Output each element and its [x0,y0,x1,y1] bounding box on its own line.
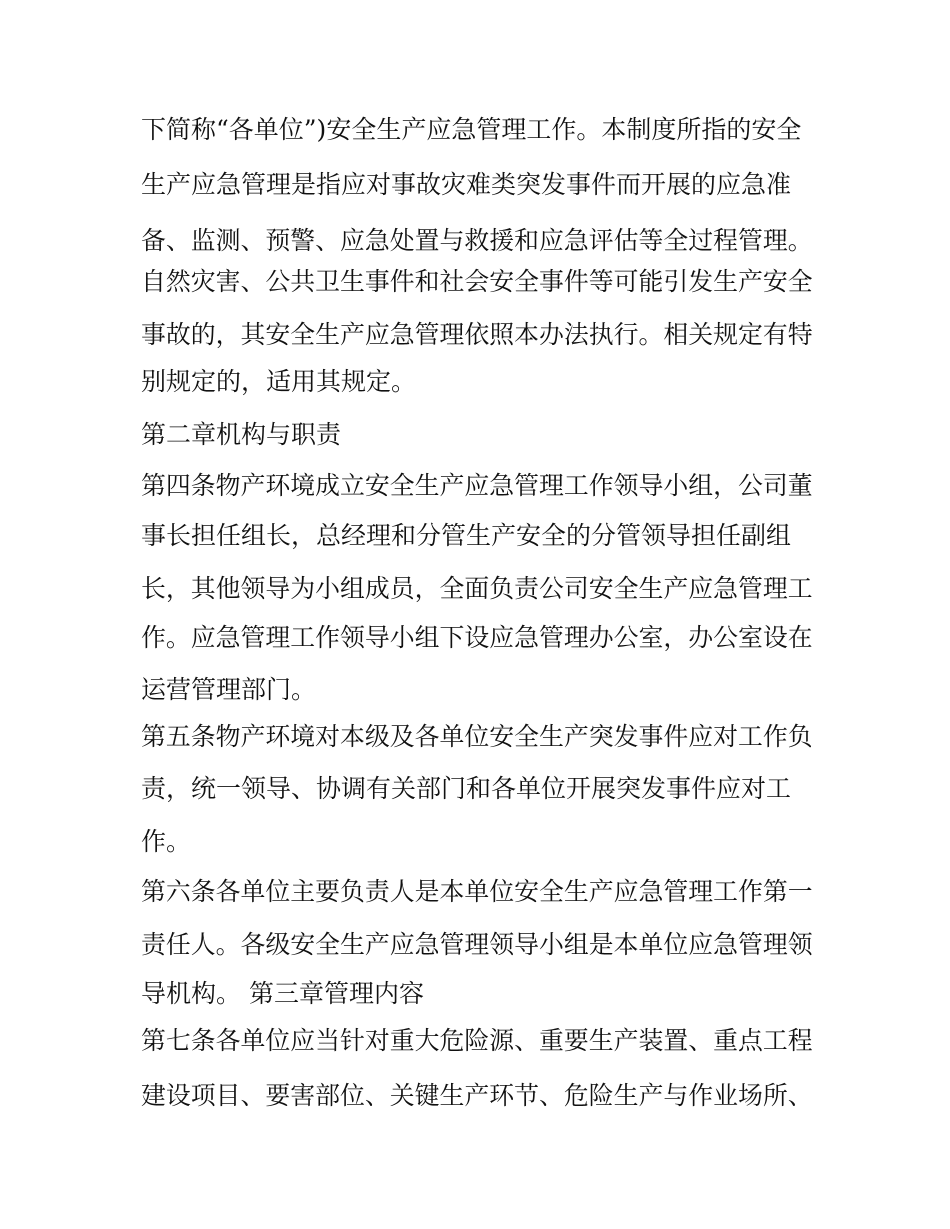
text-line: 长，其他领导为小组成员，全面负责公司安全生产应急管理工 [141,574,813,603]
text-line: 事故的，其安全生产应急管理依照本办法执行。相关规定有特 [141,320,813,349]
text-line: 自然灾害、公共卫生事件和社会安全事件等可能引发生产安全 [141,267,813,296]
text-line: 建设项目、要害部位、关键生产环节、危险生产与作业场所、 [141,1081,813,1110]
text-line: 导机构。 第三章管理内容 [141,979,424,1008]
text-line: 作。 [141,827,192,856]
text-line: 第五条物产环境对本级及各单位安全生产突发事件应对工作负 [141,722,813,751]
text-line: 责，统一领导、协调有关部门和各单位开展突发事件应对工 [141,774,792,803]
text-line: 作。应急管理工作领导小组下设应急管理办公室，办公室设在 [141,623,813,652]
text-line: 别规定的，适用其规定。 [141,367,417,396]
chapter-heading: 第二章机构与职责 [141,420,342,449]
text-line: 运营管理部门。 [141,675,317,704]
text-line: 第四条物产环境成立安全生产应急管理工作领导小组，公司董 [141,471,813,500]
text-line: 第六条各单位主要负责人是本单位安全生产应急管理工作第一 [141,877,813,906]
text-line: 责任人。各级安全生产应急管理领导小组是本单位应急管理领 [141,930,813,959]
text-line: 生产应急管理是指应对事故灾难类突发事件而开展的应急准 [141,170,792,199]
text-line: 第七条各单位应当针对重大危险源、重要生产装置、重点工程 [141,1026,813,1055]
text-line: 下简称“各单位”)安全生产应急管理工作。本制度所指的安全 [141,115,802,144]
text-line: 备、监测、预警、应急处置与救援和应急评估等全过程管理。 [141,226,813,255]
text-line: 事长担任组长，总经理和分管生产安全的分管领导担任副组 [141,521,792,550]
